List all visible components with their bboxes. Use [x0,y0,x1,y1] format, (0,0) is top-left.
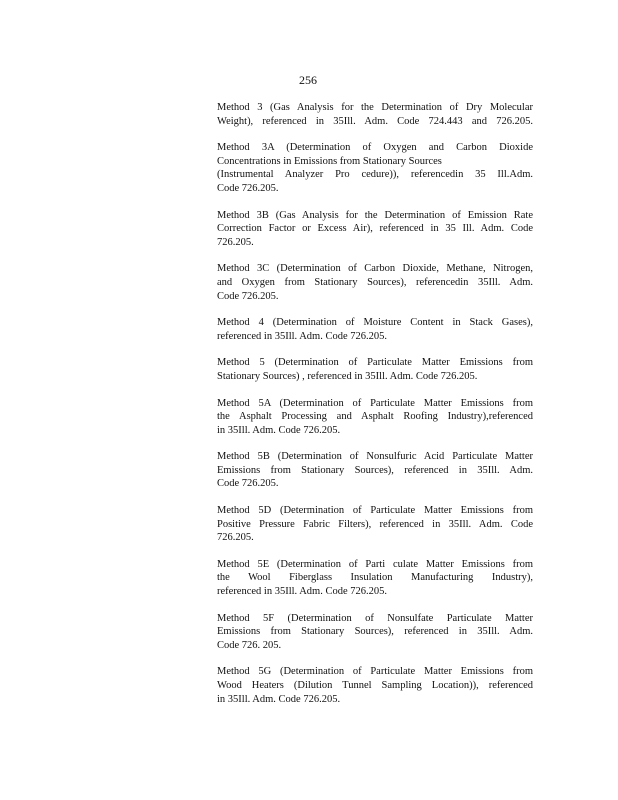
text-line: Code 726.205. [217,290,279,302]
text-line: 726.205. [217,532,254,544]
text-line: and Oxygen from Stationary Sources), referencedin 35Ill. Adm. [217,276,533,288]
text-line: Method 5 (Determination of Particulate Matter Emissions from [217,357,533,369]
list-item [217,316,533,343]
text-line: Method 5G (Determination of Particulate Matter Emissions from [217,666,533,678]
text-line: Correction Factor or Excess Air), referenced in 35 Ill. Adm. Code [217,223,533,235]
text-line: referenced in 35Ill. Adm. Code 726.205. [217,330,387,342]
text-line: Method 3C (Determination of Carbon Dioxide, Methane, Nitrogen, [217,263,533,275]
list-item [217,101,533,128]
text-line: Code 726.205. [217,478,279,490]
text-line: in 35Ill. Adm. Code 726.205. [217,693,341,705]
text-line: Method 5D (Determination of Particulate Matter Emissions from [217,505,533,517]
list-item [217,450,533,491]
text-line: in 35Ill. Adm. Code 726.205. [217,424,341,436]
text-line: Method 3 (Gas Analysis for the Determination of Dry Molecular [217,102,533,113]
text-line: Method 5A (Determination of Particulate Matter Emissions from [217,397,533,409]
list-item [217,262,533,303]
text-line: the Asphalt Processing and Asphalt Roofing Industry),referenced [217,411,533,423]
text-line: the Wool Fiberglass Insulation Manufacturing Industry), [217,572,533,584]
text-line: Weight), referenced in 35Ill. Adm. Code 724.443 and 726.205. [217,115,533,127]
method-reference-list [217,101,533,719]
text-line: referenced in 35Ill. Adm. Code 726.205. [217,586,387,598]
text-line: (Instrumental Analyzer Pro cedure)), referencedin 35 Ill.Adm. [217,169,533,181]
text-line: Method 3B (Gas Analysis for the Determination of Emission Rate [217,209,533,221]
list-item [217,209,533,250]
page-number: 256 [299,73,317,87]
text-line: Method 5F (Determination of Nonsulfate Particulate Matter [217,612,533,624]
text-line: Wood Heaters (Dilution Tunnel Sampling Location)), referenced [217,680,533,691]
list-item [217,612,533,653]
list-item [217,141,533,195]
list-item [217,665,533,706]
text-line: Code 726.205. [217,182,279,194]
text-line: Method 4 (Determination of Moisture Content in Stack Gases), [217,317,533,329]
list-item [217,397,533,438]
text-line: Stationary Sources) , referenced in 35Ill. Adm. Code 726.205. [217,370,478,382]
text-line: 726.205. [217,236,254,248]
text-line: Emissions from Stationary Sources), referenced in 35Ill. Adm. [217,464,533,476]
list-item [217,558,533,599]
text-line: Code 726. 205. [217,639,282,651]
text-line: Concentrations in Emissions from Stationary Sources [217,155,442,167]
list-item [217,356,533,383]
text-line: Method 5E (Determination of Parti culate Matter Emissions from [217,558,533,570]
text-line: Positive Pressure Fabric Filters), referenced in 35Ill. Adm. Code [217,518,533,530]
list-item [217,504,533,545]
text-line: Method 3A (Determination of Oxygen and Carbon Dioxide [217,142,533,154]
text-line: Emissions from Stationary Sources), referenced in 35Ill. Adm. [217,626,533,638]
text-line: Method 5B (Determination of Nonsulfuric Acid Particulate Matter [217,451,533,463]
